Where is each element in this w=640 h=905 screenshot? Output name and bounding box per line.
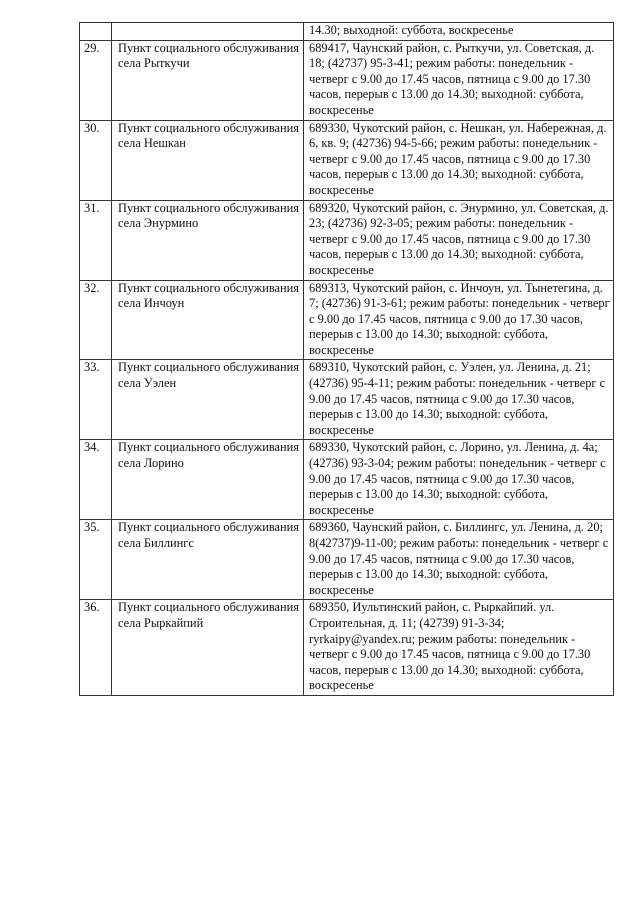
cell-address-schedule: 689330, Чукотский район, с. Лорино, ул. Ленина, д. 4а; (42736) 93-3-04; режим работы: понедельник - четверг с 9.00 до 17.45 часов, пятница с 9.00 до 17.30 часов, перерыв с 13.00 до 14.30; выходной: суббота, воскресенье	[304, 440, 614, 520]
social-service-points-table	[79, 22, 614, 696]
cell-number: 31.	[80, 200, 112, 280]
cell-address-schedule: 689417, Чаунский район, с. Рыткучи, ул. Советская, д. 18; (42737) 95-3-41; режим работы: понедельник - четверг с 9.00 до 17.45 часов, пятница с 9.00 до 17.30 часов, перерыв с 13.00 до 14.30; выходной: суббота, воскресенье	[304, 40, 614, 120]
table-row	[80, 40, 614, 120]
cell-name: Пункт социального обслуживания села Нешкан	[112, 120, 304, 200]
cell-name: Пункт социального обслуживания села Рыткучи	[112, 40, 304, 120]
table-row	[80, 360, 614, 440]
table-row-continuation	[80, 23, 614, 41]
cell-address-schedule: 689350, Иультинский район, с. Рыркайпий. ул. Строительная, д. 11; (42739) 91-3-34; ryrkaipy@yandex.ru; режим работы: понедельник - четверг с 9.00 до 17.45 часов, пятница с 9.00 до 17.30 часов, перерыв с 13.00 до 14.30; выходной: суббота, воскресенье	[304, 600, 614, 696]
cell-name: Пункт социального обслуживания села Энурмино	[112, 200, 304, 280]
cell-number: 36.	[80, 600, 112, 696]
table-row	[80, 120, 614, 200]
cell-name	[112, 23, 304, 41]
cell-number: 32.	[80, 280, 112, 360]
document-page	[79, 22, 613, 696]
table-row	[80, 520, 614, 600]
cell-name: Пункт социального обслуживания села Биллингс	[112, 520, 304, 600]
cell-address-schedule: 689330, Чукотский район, с. Нешкан, ул. Набережная, д. 6, кв. 9; (42736) 94-5-66; режим работы: понедельник - четверг с 9.00 до 17.45 часов, пятница с 9.00 до 17.30 часов, перерыв с 13.00 до 14.30; выходной: суббота, воскресенье	[304, 120, 614, 200]
table-row	[80, 600, 614, 696]
cell-number: 34.	[80, 440, 112, 520]
cell-address-schedule: 14.30; выходной: суббота, воскресенье	[304, 23, 614, 41]
cell-number	[80, 23, 112, 41]
cell-address-schedule: 689320, Чукотский район, с. Энурмино, ул. Советская, д. 23; (42736) 92-3-05; режим работы: понедельник - четверг с 9.00 до 17.45 часов, пятница с 9.00 до 17.30 часов, перерыв с 13.00 до 14.30; выходной: суббота, воскресенье	[304, 200, 614, 280]
cell-name: Пункт социального обслуживания села Инчоун	[112, 280, 304, 360]
cell-name: Пункт социального обслуживания села Уэлен	[112, 360, 304, 440]
cell-address-schedule: 689310, Чукотский район, с. Уэлен, ул. Ленина, д. 21; (42736) 95-4-11; режим работы: понедельник - четверг с 9.00 до 17.45 часов, пятница с 9.00 до 17.30 часов, перерыв с 13.00 до 14.30; выходной: суббота, воскресенье	[304, 360, 614, 440]
cell-number: 35.	[80, 520, 112, 600]
cell-address-schedule: 689313, Чукотский район, с. Инчоун, ул. Тынетегина, д. 7; (42736) 91-3-61; режим работы: понедельник - четверг с 9.00 до 17.45 часов, пятница с 9.00 до 17.30 часов, перерыв с 13.00 до 14.30; выходной: суббота, воскресенье	[304, 280, 614, 360]
table-row	[80, 200, 614, 280]
cell-number: 29.	[80, 40, 112, 120]
table-row	[80, 280, 614, 360]
cell-number: 33.	[80, 360, 112, 440]
cell-address-schedule: 689360, Чаунский район, с. Биллингс, ул. Ленина, д. 20; 8(42737)9-11-00; режим работы: понедельник - четверг с 9.00 до 17.45 часов, пятница с 9.00 до 17.30 часов, перерыв с 13.00 до 14.30; выходной: суббота, воскресенье	[304, 520, 614, 600]
table-row	[80, 440, 614, 520]
cell-name: Пункт социального обслуживания села Лорино	[112, 440, 304, 520]
cell-number: 30.	[80, 120, 112, 200]
cell-name: Пункт социального обслуживания села Рыркайпий	[112, 600, 304, 696]
